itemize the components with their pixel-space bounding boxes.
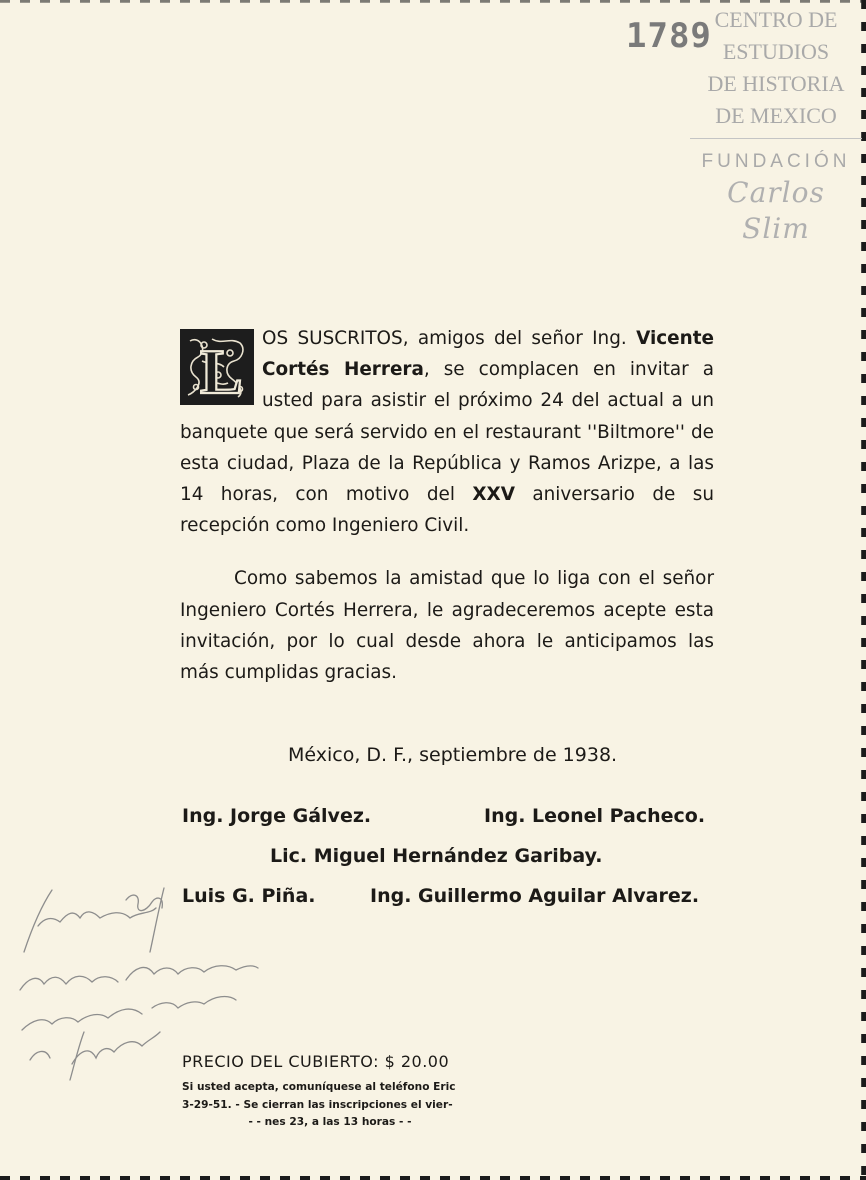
- watermark-line: DE MEXICO: [715, 103, 837, 128]
- rsvp-line: - - nes 23, a las 13 horas - -: [248, 1116, 412, 1128]
- honoree-name: Vicente Cortés Herrera: [262, 328, 715, 381]
- lead-words: OS SUSCRITOS,: [262, 328, 409, 349]
- archive-number-stamp: 1789: [626, 16, 712, 56]
- deckled-bottom-edge: [0, 1172, 866, 1180]
- signer-name: Ing. Jorge Gálvez.: [182, 805, 372, 827]
- rsvp-line: 3-29-51. - Se cierran las inscripciones el vier-: [182, 1098, 453, 1111]
- signer-name: Luis G. Piña.: [182, 885, 316, 907]
- anniversary-number: XXV: [472, 484, 515, 506]
- signer-name: Lic. Miguel Hernández Garibay.: [270, 845, 603, 867]
- watermark-foundation: FUNDACIÓN: [701, 151, 851, 172]
- signer-name: Ing. Leonel Pacheco.: [484, 805, 706, 827]
- invitation-paragraph-1: [180, 323, 714, 541]
- paragraph-text: , se complacen en invitar a usted para asistir el próximo 24 del actual a un banquete que será servido en el restaurant ''Biltmore'' de esta ciudad, Plaza de la República y Ramos Arizpe, a las 14 horas, con motivo del: [180, 359, 714, 506]
- paragraph-text: amigos del señor Ing.: [408, 328, 637, 349]
- archive-watermark: [690, 4, 862, 247]
- price-per-cover: PRECIO DEL CUBIERTO: $ 20.00: [182, 1052, 450, 1071]
- place-and-date: México, D. F., septiembre de 1938.: [288, 744, 618, 766]
- watermark-line: ESTUDIOS: [722, 39, 830, 64]
- ornament-vine-icon: [182, 331, 252, 403]
- ornamental-initial: [180, 329, 254, 405]
- rsvp-line: Si usted acepta, comuníquese al teléfono Eric: [182, 1081, 456, 1093]
- watermark-signature: Carlos Slim: [727, 176, 825, 245]
- signer-name: Ing. Guillermo Aguilar Alvarez.: [370, 885, 700, 907]
- rsvp-instructions: [182, 1079, 478, 1132]
- watermark-divider: [690, 138, 862, 139]
- initial-letter: L: [200, 336, 243, 403]
- invitation-body: [180, 323, 714, 688]
- paragraph-text: aniversario de su recepción como Ingeniero Civil.: [180, 484, 714, 537]
- watermark-line: CENTRO DE: [714, 7, 838, 32]
- invitation-paragraph-2: Como sabemos la amistad que lo liga con el señor Ingeniero Cortés Herrera, le agradeceremos acepte esta invitación, por lo cual desde ahora le anticipamos las más cumplidas gracias.: [180, 568, 714, 684]
- watermark-line: DE HISTORIA: [707, 71, 845, 96]
